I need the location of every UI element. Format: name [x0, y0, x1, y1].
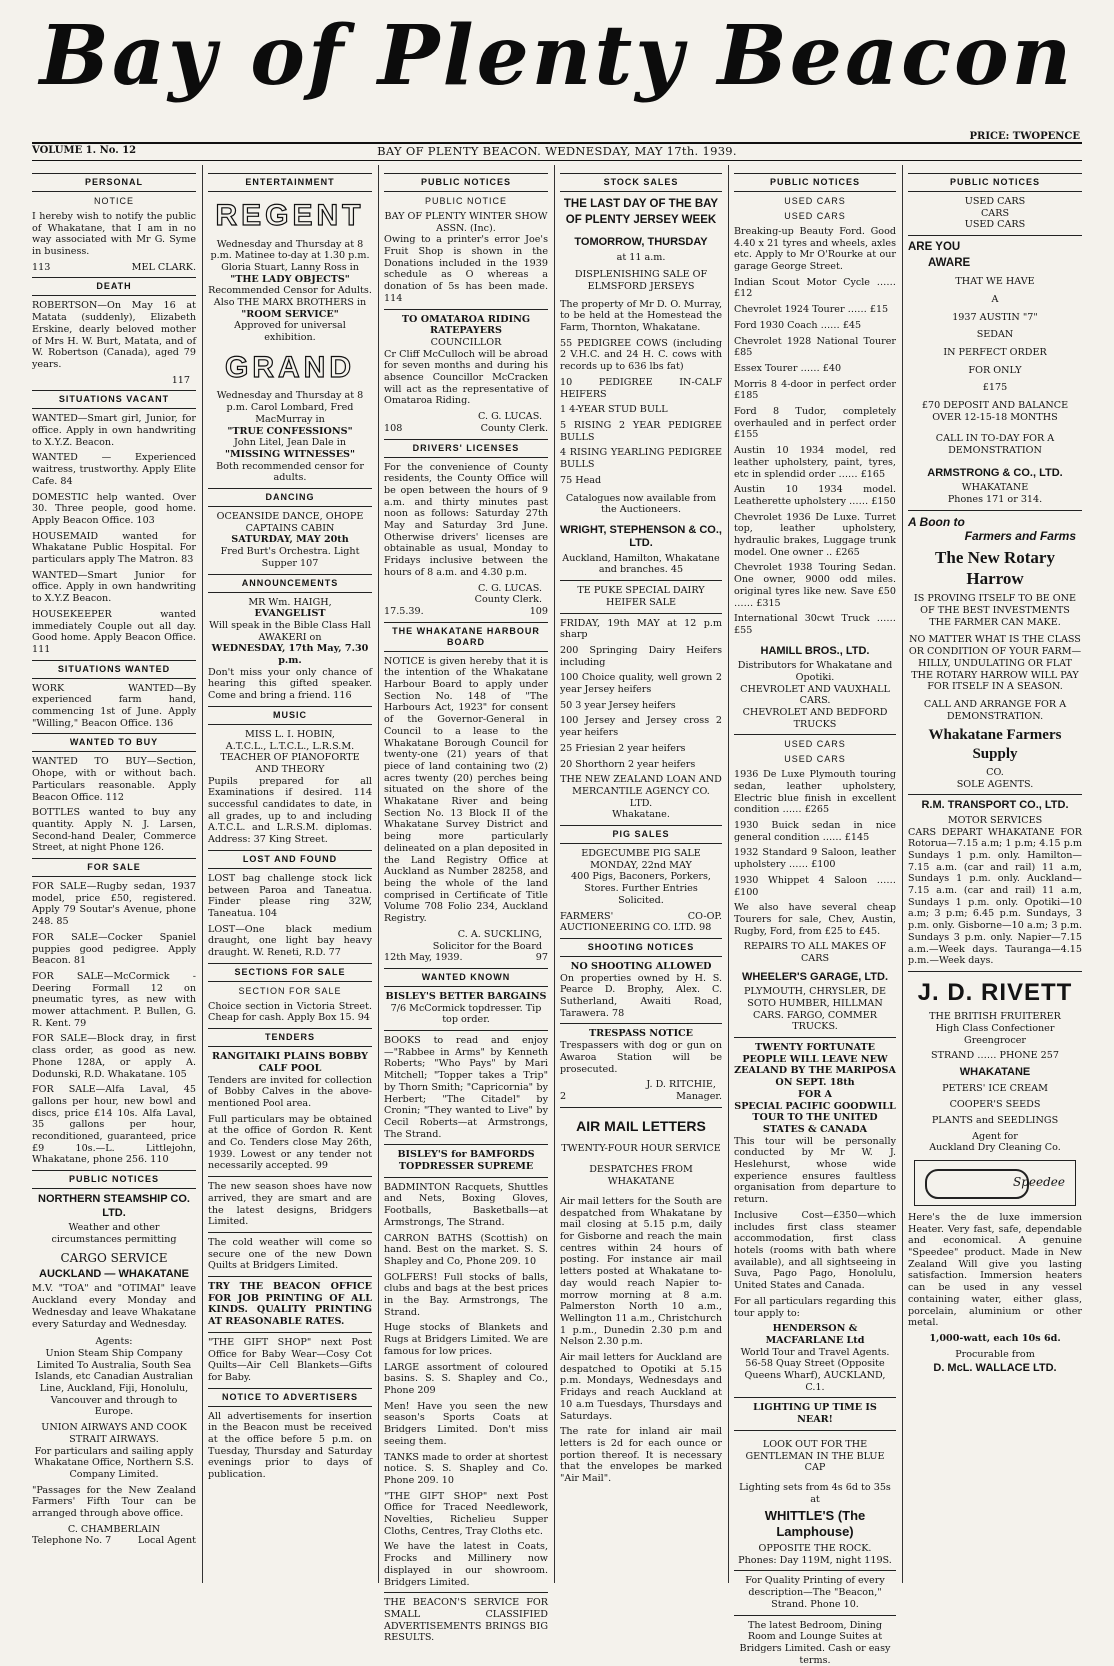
notice-signature: 108 County Clerk. — [384, 422, 548, 434]
classified-ad: Choice section in Victoria Street. Cheap for cash. Apply Box 15. 94 — [208, 1000, 372, 1024]
notice-title: TO OMATAROA RIDING RATEPAYERS — [401, 313, 531, 337]
section-heading: TENDERS — [208, 1028, 372, 1047]
transport-timetable: CARS DEPART WHAKATANE FOR Rotorua—7.15 a.m; 1 p.m; 4.15 p.m Sundays 1 p.m. only. Hamilton—7.15 a.m. (car and rail) 11 a.m, Sundays 1 p.m. only. Auckland—7.15 a.m. (car and rail) 11 a.m, Sundays 1 p.m. only. Opotiki—10 a.m; 3 p.m; 6.45 p.m. Sundays, 3 p.m. only. Gisborne—10 a.m; 3 p.m. Sundays 3 p.m. only. Napier—7.15 a.m.—Week days. Tauranga—4.15 p.m.—Week days. — [908, 826, 1082, 967]
air-mail-text: Air mail letters for Auckland are despatched to Opotiki at 5.15 p.m. Mondays, Wednesdays and Fridays and reach Auckland at 10 a.m Tuesdays, Thursdays and Saturdays. — [560, 1352, 722, 1422]
divider — [908, 794, 1082, 795]
sub-heading: USED CARS — [784, 754, 846, 765]
dance-text: CAPTAINS CABIN — [245, 522, 335, 534]
shop-ad: Huge stocks of Blankets and Rugs at Bridgers Limited. We are famous for low prices. — [384, 1322, 548, 1357]
section-heading: DANCING — [208, 488, 372, 507]
sale-lot: 25 Friesian 2 year heifers — [560, 742, 686, 754]
sale-lot: 55 PEDIGREE COWS (including 2 V.H.C. and 24 H. C. cows with records up to 636 lbs fat) — [560, 337, 722, 373]
rivett-line: Auckland Dry Cleaning Co. — [929, 1142, 1061, 1154]
divider — [560, 1023, 722, 1024]
divider — [908, 510, 1082, 511]
sub-heading: SECTION FOR SALE — [238, 985, 342, 996]
car-listing: 1936 De Luxe Plymouth touring sedan, leather upholstery, Electric blue finish in excellent condition …… £265 — [734, 769, 896, 816]
rivett-name: J. D. RIVETT — [917, 978, 1073, 1006]
aware-text: SEDAN — [976, 329, 1014, 341]
classified-ad: WANTED TO BUY—Section, Ohope, with or without bach. Particulars reasonable. Apply Beacon Office. 112 — [32, 756, 196, 803]
notice-subtitle: COUNCILLOR — [430, 336, 502, 348]
tender-title: RANGITAIKI PLAINS BOBBY CALF POOL — [211, 1051, 369, 1074]
divider — [734, 1615, 896, 1616]
classified-ad: WANTED — Experienced waitress, trustworthy. Apply Elite Cafe. 84 — [32, 452, 196, 487]
sale-lot: 100 Jersey and Jersey cross 2 year heifers — [560, 715, 722, 739]
notice-text: Cr Cliff McCulloch will be abroad for seven months and during his absence Councillor McCracken will act as the representative of Omataroa Riding. — [384, 348, 548, 407]
car-listing: Chevrolet 1936 De Luxe. Turret top, leather upholstery, hydraulic brakes, Luggage trunk model. One owner .. £265 — [734, 511, 896, 558]
rivett-text: Greengrocer — [964, 1034, 1026, 1046]
dealer-name: ARMSTRONG & CO., LTD. — [927, 466, 1063, 479]
section-heading: NOTICE TO ADVERTISERS — [208, 1388, 372, 1407]
section-heading: DRIVERS' LICENSES — [384, 439, 548, 458]
notice-signature: C. A. SUCKLING, — [457, 928, 542, 940]
shooting-text: On properties owned by H. S. Pearce D. Brophy, Alex. C. Sutherland, Awaiti Road, Tarawera. 78 — [560, 972, 722, 1019]
section-heading: STOCK SALES — [560, 173, 722, 192]
divider — [208, 1176, 372, 1177]
classified-ad: WANTED—Smart Junior for office. Apply in own handwriting to X.Y.Z Beacon. — [32, 569, 196, 605]
masthead-title: Bay of Plenty Beacon — [39, 8, 1075, 104]
sale-lot: 1 4-YEAR STUD BULL — [560, 404, 668, 416]
dealer-phones: Phones 171 or 314. — [947, 493, 1043, 505]
car-listing: 1930 Buick sedan in nice general condition …… £145 — [734, 820, 896, 843]
boon-heading: Farmers and Farms — [964, 529, 1076, 544]
film-text: John Litel, Jean Dale in — [233, 437, 347, 449]
rivett-line: PLANTS and SEEDLINGS — [931, 1114, 1059, 1126]
notice-signature: 113 MEL CLARK. — [32, 261, 196, 273]
classified-ad: LOST bag challenge stock lick between Paroa and Taneatua. Finder please ring 32W, Taneatua. 104 — [208, 872, 372, 919]
lighting-text: Lighting sets from 4s 6d to 35s — [739, 1481, 891, 1493]
speedee-logo: Speedee — [1013, 1174, 1065, 1189]
shop-ad-title: BISLEY'S BETTER BARGAINS — [385, 990, 547, 1002]
harrow-text: CALL AND ARRANGE FOR A DEMONSTRATION. — [923, 699, 1067, 722]
divider — [734, 1430, 896, 1431]
lamphouse-name: WHITTLE'S (The Lamphouse) — [764, 1508, 866, 1540]
air-mail-subheading: TWENTY-FOUR HOUR SERVICE — [561, 1142, 721, 1154]
tour-heading: TWENTY FORTUNATE PEOPLE WILL LEAVE NEW ZEALAND BY THE MARIPOSA ON SEPT. 18th — [734, 1042, 896, 1089]
dateline-text: BAY OF PLENTY BEACON. WEDNESDAY, MAY 17th. 1939. — [377, 144, 737, 158]
divider — [384, 1592, 548, 1593]
aware-terms: £70 DEPOSIT AND BALANCE OVER 12-15-18 MONTHS — [921, 400, 1069, 423]
classified-ad: FOR SALE—Cocker Spaniel puppies good pedigree. Apply Beacon. 81 — [32, 931, 196, 967]
section-heading: DEATH — [32, 277, 196, 296]
farmers-tour-text: "Passages for the New Zealand Farmers' Fifth Tour can be arranged through above office. — [32, 1484, 196, 1520]
advertisers-notice: All advertisements for insertion in the Beacon must be received at the office before 5 p.m. on Tuesday, Thursday and Saturday evenings prior to days of publication. — [208, 1410, 372, 1481]
shop-ad: The new season shoes have now arrived, they are smart and are the latest designs, Bridgers Limited. — [208, 1181, 372, 1228]
heater-text: Here's the de luxe immersion Heater. Very fast, safe, dependable and economical. A genuine "Speedee" product. Made in New Zealand Will give you lasting satisfaction. Immersion heaters can be used in any vessel containing water, either glass, porcelain, aluminium or other metal. — [908, 1211, 1082, 1329]
film-title: "THE LADY OBJECTS" — [230, 273, 350, 285]
section-heading: SITUATIONS WANTED — [32, 660, 196, 679]
music-text: Pupils prepared for all Examinations if desired. 114 successful candidates to date, in all grades, up to and including A.T.C.L. and L.R.S.M. diplomas. Address: 37 King Street. — [208, 775, 372, 846]
farmers-supply-name: Whakatane Farmers Supply — [928, 727, 1062, 762]
transport-name: R.M. TRANSPORT CO., LTD. — [921, 799, 1069, 812]
column-4 — [560, 165, 722, 1583]
sale-date: FRIDAY, 19th MAY at 12 p.m sharp — [560, 617, 722, 641]
trespass-title: TRESPASS NOTICE — [589, 1028, 693, 1040]
divider — [208, 1332, 372, 1333]
volume-label: VOLUME 1. No. 12 — [32, 145, 137, 156]
printing-ad: For Quality Printing of every description—The "Beacon," Strand. Phone 10. — [745, 1575, 885, 1610]
divider — [908, 971, 1082, 972]
tour-text: This tour will be personally conducted by Mr W. J. Heslehurst, whose wide experience ensures faultless organisation from departure to return. — [734, 1135, 896, 1206]
car-listing: Chevrolet 1928 National Tourer £85 — [734, 335, 896, 359]
shop-ad: Men! Have you seen the new season's Sports Coats at Bridgers Limited. Don't miss seeing them. — [384, 1400, 548, 1447]
sub-heading: USED CARS — [784, 195, 846, 206]
harrow-heading: The New Rotary Harrow — [935, 547, 1055, 588]
tour-heading: FOR A — [798, 1088, 832, 1100]
section-heading: ENTERTAINMENT — [208, 173, 372, 192]
agent-name: C. CHAMBERLAIN — [67, 1523, 161, 1535]
sale-title: TE PUKE SPECIAL DAIRY HEIFER SALE — [577, 585, 705, 608]
section-heading: PUBLIC NOTICES — [384, 173, 548, 192]
boon-heading: A Boon to — [908, 514, 965, 529]
sub-heading: PUBLIC NOTICE — [424, 195, 507, 206]
car-listing: Ford 1930 Coach …… £45 — [734, 319, 862, 331]
section-heading: PUBLIC NOTICES — [32, 1170, 196, 1189]
sale-lot: 20 Shorthorn 2 year heifers — [560, 758, 696, 770]
rivett-phone: STRAND …… PHONE 257 — [931, 1050, 1059, 1062]
car-listing: Essex Tourer …… £40 — [734, 362, 842, 374]
aware-heading: ARE YOU — [908, 241, 961, 254]
shop-ad: LARGE assortment of coloured basins. S. S. Shapley and Co., Phone 209 — [384, 1361, 548, 1396]
column-divider — [202, 165, 203, 1583]
aware-text: CALL IN TO-DAY FOR A DEMONSTRATION — [935, 433, 1055, 457]
sale-text: The property of Mr D. O. Murray, to be held at the Homestead the Farm, Thornton, Whakatane. — [560, 298, 722, 334]
harrow-text: NO MATTER WHAT IS THE CLASS OR CONDITION OF YOUR FARM—HILLY, UNDULATING OR FLAT THE ROTARY HARROW WILL PAY FOR ITSELF IN A SEASON. — [908, 634, 1082, 693]
shop-ad: TANKS made to order at shortest notice. S. S. Shapley and Co. Phone 209. 10 — [384, 1451, 548, 1486]
dealer-text: CHEVROLET AND VAUXHALL CARS. — [740, 683, 890, 707]
rivett-line: COOPER'S SEEDS — [949, 1099, 1041, 1111]
jersey-week-heading: THE LAST DAY OF THE BAY OF PLENTY JERSEY WEEK — [563, 197, 719, 227]
sale-lot: 75 Head — [560, 474, 602, 486]
announcement-text: Don't miss your only chance of hearing this gifted speaker. Come and bring a friend. 116 — [208, 666, 372, 702]
notice-signature: County Clerk. — [474, 594, 542, 606]
divider — [734, 1397, 896, 1398]
notice-signature: C. G. LUCAS. — [478, 582, 542, 594]
music-teacher-name: MISS L. I. HOBIN, — [245, 728, 335, 740]
airways-text: For particulars and sailing apply Whakatane Office, Northern S.S. Company Limited. — [34, 1445, 194, 1480]
aware-text: THAT WE HAVE — [955, 276, 1035, 288]
section-heading: LOST AND FOUND — [208, 850, 372, 869]
shop-ad: "THE GIFT SHOP" next Post Office for Baby Wear—Cosy Cot Quilts—Air Cell Blankets—Gifts for Baby. — [208, 1336, 372, 1383]
notice-signature: 2 Manager. — [560, 1090, 722, 1102]
announcement-text: EVANGELIST — [254, 608, 326, 620]
section-heading: ANNOUNCEMENTS — [208, 574, 372, 593]
section-heading: MUSIC — [208, 706, 372, 725]
lamphouse-phones: Phones: Day 119M, night 119S. — [738, 1554, 892, 1566]
sale-lot: 4 RISING YEARLING PEDIGREE BULLS — [560, 447, 722, 471]
tour-text: Inclusive Cost—£350—which includes first class steamer accommodation, first class hotels (rooms with bath where available), and all sightseeing in Suva, Pago Pago, Honolulu, United States and Canada. — [734, 1209, 896, 1292]
shop-ad: "THE GIFT SHOP" next Post Office for Traced Needlework, Novelties, Richelieu Supper Cloths, Centres, Tray Cloths etc. — [384, 1490, 548, 1537]
notice-text: I hereby wish to notify the public of Whakatane, that I am in no way associated with Mr G. Syme in business. — [32, 210, 196, 258]
classified-ad: FOR SALE—Block dray, in first class order, as good as new. Phone 128A, or apply A. Dodunski, R.D. Whakatane. 105 — [32, 1033, 196, 1080]
tour-agent: HENDERSON & MACFARLANE Ltd — [765, 1323, 865, 1346]
dance-date: SATURDAY, MAY 20th — [231, 534, 349, 546]
notice-date: 12th May, 1939. 97 — [384, 952, 548, 964]
lighting-heading: LIGHTING UP TIME IS NEAR! — [753, 1402, 877, 1426]
dealer-name: HAMILL BROS., LTD. — [760, 644, 870, 657]
column-divider — [554, 165, 555, 1583]
garage-makes: PLYMOUTH, CHRYSLER, DE SOTO HUMBER, HILLMAN CARS. FARGO, COMMER TRUCKS. — [743, 986, 887, 1033]
section-heading: PUBLIC NOTICES — [908, 173, 1082, 192]
divider — [560, 613, 722, 614]
furniture-ad: The latest Bedroom, Dining Room and Lounge Suites at Bridgers Limited. Cash or easy terms. — [739, 1619, 891, 1666]
sub-heading: USED CARS — [784, 210, 846, 221]
death-notice: ROBERTSON—On May 16 at Matata (suddenly), Elizabeth Erskine, dearly beloved mother of Mrs H. W. Burt, Matata, and of W. Robertson (Canada), aged 79 years. — [32, 300, 196, 370]
tour-agent: World Tour and Travel Agents. — [740, 1346, 890, 1358]
car-listing: Breaking-up Beauty Ford. Good 4.40 x 21 tyres and wheels, axles etc. Apply to Mr O'Rourke at our garage George Street. — [734, 225, 896, 273]
shop-ad: We have the latest in Coats, Frocks and Millinery now displayed in our showroom. Bridgers Limited. — [384, 1541, 548, 1588]
grand-title: GRAND — [225, 350, 355, 384]
sale-lot: 200 Springing Dairy Heifers including — [560, 644, 722, 668]
divider — [560, 580, 722, 581]
section-heading: WANTED TO BUY — [32, 733, 196, 752]
notice-signature: C. G. LUCAS. — [478, 411, 542, 423]
steamship-title: NORTHERN STEAMSHIP CO. LTD. — [38, 1193, 190, 1219]
dealer-text: CHEVROLET AND BEDFORD TRUCKS — [742, 706, 888, 730]
steamship-weather: Weather and other circumstances permitting — [51, 1221, 177, 1245]
agents-text: Union Steam Ship Company Limited To Australia, South Sea Islands, etc Canadian Australian Line, Auckland, Fiji, Honolulu, Vancouver and through to Europe. — [34, 1347, 194, 1418]
film-text: Wednesday and Thursday at 8 p.m. Matinee to-day at 1.30 p.m. — [210, 238, 370, 262]
sale-day: TOMORROW, THURSDAY — [574, 236, 708, 249]
air-mail-subheading: DESPATCHES FROM WHAKATANE — [589, 1164, 693, 1188]
film-text: Recommended Censor for Adults. Also THE MARX BROTHERS in — [208, 285, 372, 309]
shop-ad: CARRON BATHS (Scottish) on hand. Best on the market. S. S. Shapley and Co, Phone 209. 10 — [384, 1232, 548, 1267]
section-heading: PUBLIC NOTICES — [734, 173, 896, 192]
film-text: Gloria Stuart, Lanny Ross in — [221, 261, 359, 273]
heater-retailer: D. McL. WALLACE LTD. — [933, 1362, 1057, 1375]
film-title: "MISSING WITNESSES" — [225, 449, 355, 460]
film-text: Wednesday and Thursday at 8 p.m. Carol Lombard, Fred MacMurray in — [216, 390, 364, 425]
sale-title: EDGECUMBE PIG SALE — [581, 848, 701, 860]
air-mail-text: Air mail letters for the South are despatched from Whakatane by mail closing at 5.15 p.m, daily for Gisborne and reach the main centres within 24 hours of posting. For instance air mail letters posted at Whakatane to-day would reach Napier to-morrow morning at 8 a.m. Palmerston North 10 a.m., Wellington 11 a.m., Christchurch 1 p.m., Dunedin 2.30 p.m and Nelson 2.30 p.m. — [560, 1195, 722, 1348]
farmers-supply-agents: SOLE AGENTS. — [956, 778, 1034, 790]
sub-heading: NOTICE — [93, 195, 134, 206]
sale-lot: 50 3 year Jersey heifers — [560, 699, 676, 711]
aware-text: IN PERFECT ORDER — [943, 346, 1047, 358]
classified-ad: DOMESTIC help wanted. Over 30. Three people, good home. Apply Beacon Office. 103 — [32, 491, 196, 526]
announcement-text: MR Wm. HAIGH, — [248, 596, 332, 608]
section-heading: SHOOTING NOTICES — [560, 938, 722, 957]
divider — [560, 1107, 722, 1108]
aware-price: £175 — [982, 382, 1008, 394]
car-listing: Chevrolet 1924 Tourer …… £15 — [734, 304, 889, 316]
shop-ad: BOOKS to read and enjoy—"Rabbee in Arms" by Kenneth Roberts; "Who Pays" by Mari Mitchell; "Topper takes a Trip" by Thorn Smith; "Capricornia" by Herbert; "The Citadel" by Cronin; "They wanted to Live" by Cecil Roberts—at Armstrongs, The Strand. — [384, 1035, 548, 1140]
auctioneer-branches: Whakatane. — [612, 809, 670, 821]
shop-ad: The cold weather will come so secure one of the new Down Quilts at Bridgers Limited. — [208, 1236, 372, 1272]
auctioneer-name: FARMERS' CO-OP. AUCTIONEERING CO. LTD. 98 — [560, 910, 722, 934]
dateline — [32, 144, 1082, 160]
car-listing: Morris 8 4-door in perfect order £185 — [734, 378, 896, 402]
section-heading: THE WHAKATANE HARBOUR BOARD — [384, 622, 548, 652]
cargo-heading: CARGO SERVICE — [60, 1251, 168, 1266]
ad-number: 117 — [171, 374, 190, 386]
notice-signature: Solicitor for the Board — [432, 940, 542, 952]
divider — [908, 235, 1082, 236]
tour-agent: 56-58 Quay Street (Opposite Queens Wharf), AUCKLAND, C.1. — [744, 1358, 886, 1393]
trespass-text: Trespassers with dog or gun on Awaroa Station will be prosecuted. — [560, 1040, 722, 1075]
column-divider — [378, 165, 379, 1583]
rivett-text: THE BRITISH FRUITERER — [929, 1011, 1061, 1023]
music-teacher-diplomas: A.T.C.L., L.T.C.L., L.R.S.M. — [225, 740, 355, 752]
divider — [734, 1037, 896, 1038]
heater-price: 1,000-watt, each 10s 6d. — [929, 1332, 1061, 1344]
classified-ad: HOUSEMAID wanted for Whakatane Public Hospital. For particulars apply The Matron. 83 — [32, 530, 196, 566]
divider — [734, 734, 896, 735]
column-3 — [384, 165, 548, 1644]
garage-name: WHEELER'S GARAGE, LTD. — [741, 970, 889, 983]
car-listing: We also have several cheap Tourers for sale, Chev, Austin, Rugby, Ford, from £25 to £45. — [734, 902, 896, 937]
rivett-text: High Class Confectioner — [935, 1022, 1055, 1034]
sale-time: at 11 a.m. — [616, 251, 666, 263]
farmers-supply-co: CO. — [986, 767, 1004, 778]
airways-title: UNION AIRWAYS AND COOK STRAIT AIRWAYS. — [41, 1422, 187, 1445]
sale-text: Catalogues now available from the Auctioneers. — [565, 492, 717, 516]
sub-heading: USED CARS — [964, 195, 1026, 207]
lighting-text: at — [810, 1493, 820, 1505]
aware-text: A — [991, 293, 999, 305]
section-heading: PIG SALES — [560, 825, 722, 844]
route-heading: AUCKLAND — WHAKATANE — [39, 1268, 189, 1280]
classified-ad: HOUSEKEEPER wanted immediately Couple out all day. Good home. Apply Beacon Office. 111 — [32, 608, 196, 655]
auctioneer-name: THE NEW ZEALAND LOAN AND MERCANTILE AGENCY CO. LTD. — [560, 774, 722, 809]
sub-heading: USED CARS — [964, 219, 1026, 231]
shop-ad-title: BISLEY'S for BAMFORDS TOPDRESSER SUPREME — [397, 1149, 535, 1173]
vessel-schedule: M.V. "TOA" and "OTIMAI" leave Auckland every Monday and Wednesday and leave Whakatane every Saturday and Wednesday. — [32, 1283, 196, 1330]
sale-title: DISPLENISHING SALE OF ELMSFORD JERSEYS — [574, 269, 708, 292]
column-5 — [734, 165, 896, 1666]
shop-ad: 7/6 McCormick topdresser. Tip top order. — [390, 1002, 542, 1026]
tender-text: Tenders are invited for collection of Bobby Calves in the above-mentioned Pool area. — [208, 1074, 372, 1109]
regent-title: REGENT — [215, 198, 365, 232]
notice-signature: J. D. RITCHIE, — [646, 1079, 716, 1091]
lighting-text: LOOK OUT FOR THE GENTLEMAN IN THE BLUE CAP — [745, 1438, 885, 1474]
classified-ad: FOR SALE—Rugby sedan, 1937 model, price £50, registered. Apply 79 Soutar's Avenue, phone 248. 85 — [32, 881, 196, 928]
divider — [734, 1570, 896, 1571]
section-heading: WANTED KNOWN — [384, 968, 548, 987]
classified-ad: BOTTLES wanted to buy any quantity. Apply N. J. Larsen, Second-hand Dealer, Commerce Street, at night Phone 126. — [32, 807, 196, 854]
tour-heading: SPECIAL PACIFIC GOODWILL TOUR TO THE UNITED STATES & CANADA — [734, 1100, 896, 1135]
notice-date: 17.5.39. 109 — [384, 606, 548, 617]
dealer-text: Distributors for Whakatane and Opotiki. — [737, 660, 893, 683]
notice-title: BAY OF PLENTY WINTER SHOW ASSN. (Inc). — [384, 210, 548, 234]
rivett-line: PETERS' ICE CREAM — [942, 1083, 1048, 1095]
car-listing: Chevrolet 1938 Touring Sedan. One owner, 9000 odd miles. original tyres like new. Save £50 …… £315 — [734, 562, 896, 609]
sale-date: MONDAY, 22nd MAY — [590, 859, 692, 871]
air-mail-text: The rate for inland air mail letters is 2d for each ounce or portion thereof. It is necessary that the envelopes be marked "Air Mail". — [560, 1426, 722, 1485]
harrow-text: IS PROVING ITSELF TO BE ONE OF THE BEST INVESTMENTS THE FARMER CAN MAKE. — [913, 593, 1077, 628]
aware-heading: AWARE — [928, 257, 971, 270]
column-1 — [32, 165, 196, 1583]
classified-ad: WANTED—Smart girl, Junior, for office. Apply in own handwriting to X.Y.Z. Beacon. — [32, 413, 196, 448]
lamphouse-address: OPPOSITE THE ROCK. — [758, 1543, 872, 1555]
sale-lot: 5 RISING 2 YEAR PEDIGREE BULLS — [560, 420, 722, 443]
car-listing: Austin 10 1934 model, red leather upholstery, paint, tyres, etc in splendid order …… £165 — [734, 445, 896, 480]
section-heading: SITUATIONS VACANT — [32, 390, 196, 409]
section-heading: FOR SALE — [32, 858, 196, 877]
masthead — [0, 0, 1114, 150]
heater-text: Procurable from — [955, 1348, 1035, 1360]
car-listing: International 30cwt Truck …… £55 — [734, 613, 896, 636]
car-listing: Austin 10 1934 model. Leatherette upholstery …… £150 — [734, 484, 896, 507]
section-heading: PERSONAL — [32, 173, 196, 192]
film-title: "ROOM SERVICE" — [241, 308, 339, 320]
agents-heading: Agents: — [95, 1336, 133, 1348]
tender-text: Full particulars may be obtained at the office of Gordon R. Kent and Co. Tenders close May 26th, 1939. Lowest or any tender not necessarily accepted. 99 — [208, 1113, 372, 1172]
film-title: "TRUE CONFESSIONS" — [227, 425, 353, 437]
film-text: Approved for universal exhibition. — [234, 320, 346, 344]
announcement-text: Will speak in the Bible Class Hall AWAKERI on — [209, 619, 371, 643]
printing-ad: TRY THE BEACON OFFICE FOR JOB PRINTING OF ALL KINDS. QUALITY PRINTING AT REASONABLE RATES. — [208, 1281, 372, 1328]
dance-text: OCEANSIDE DANCE, OHOPE — [216, 511, 364, 523]
sale-lot: 10 PEDIGREE IN-CALF HEIFERS — [560, 376, 722, 400]
car-listing: 1932 Standard 9 Saloon, leather upholstery …… £100 — [734, 847, 896, 871]
air-mail-heading: AIR MAIL LETTERS — [576, 1117, 706, 1134]
classified-ad: LOST—One black medium draught, one light bay heavy draught. W. Reneti, R.D. 77 — [208, 923, 372, 959]
car-listing: 1930 Whippet 4 Saloon …… £100 — [734, 874, 896, 898]
rivett-line: Agent for — [972, 1130, 1018, 1142]
auctioneer-branches: Auckland, Hamilton, Whakatane and branches. 45 — [562, 552, 720, 576]
notice-text: For the convenience of County residents, the County Office will be open between the hours of 9 a.m. and thirty minutes past noon as follows: Saturday 27th May and Saturday 3rd June. Otherwise drivers' licenses are obtainable as usual, Monday to Fridays inclusive between the hours of 8 a.m. and 4.30 p.m. — [384, 461, 548, 578]
column-6 — [908, 165, 1082, 1583]
aware-text: FOR ONLY — [968, 364, 1022, 376]
sub-heading: CARS — [980, 207, 1010, 219]
notice-text: Owing to a printer's error Joe's Fruit Shop is shown in the Donations included in the 1939 schedule as O whereas a donation of 5s has been made. 114 — [384, 234, 548, 304]
classified-ad: WORK WANTED—By experienced farm hand, commencing 1st of June. Apply "Willing," Beacon Office. 136 — [32, 682, 196, 729]
music-teacher-title: TEACHER OF PIANOFORTE AND THEORY — [220, 752, 360, 775]
divider — [208, 1276, 372, 1277]
dateline-rule — [32, 160, 1082, 161]
sub-heading: USED CARS — [784, 739, 846, 750]
shooting-title: NO SHOOTING ALLOWED — [570, 960, 712, 972]
repairs-text: REPAIRS TO ALL MAKES OF CARS — [743, 941, 887, 965]
price-label: PRICE: TWOPENCE — [969, 131, 1080, 142]
film-text: Both recommended censor for adults. — [216, 460, 364, 484]
shop-ad: GOLFERS! Full stocks of balls, clubs and bags at the best prices in the Bay. Armstrongs, The Strand. — [384, 1271, 548, 1318]
rivett-town: WHAKATANE — [959, 1066, 1031, 1079]
classified-ad: FOR SALE—Alfa Laval, 45 gallons per hour, new bowl and discs, price £14 10s. Alfa Laval, 35 gallons per hour, reconditioned, guaranteed, price £9 10s.—L. Littlejohn, Whakatane, phone 256. 110 — [32, 1084, 196, 1166]
transport-subtitle: MOTOR SERVICES — [947, 814, 1043, 826]
column-2 — [208, 165, 372, 1583]
agent-telephone: Telephone No. 7 Local Agent — [32, 1535, 196, 1547]
section-heading: SECTIONS FOR SALE — [208, 963, 372, 982]
announcement-date: WEDNESDAY, 17th May, 7.30 p.m. — [211, 643, 369, 667]
notice-text: NOTICE is given hereby that it is the intention of the Whakatane Harbour Board to apply under Section No. 148 of "The Harbours Act, 1923" for consent of the Governor-General in Council to a lease to the Whakatane Borough Council for twenty-one (21) years of that piece of land containing two (2) acres twenty (20) perches being situated on the shore of the Whakatane River and being Section No. 13 Block II of the Whakatane Survey District and being more particularly delineated on a plan deposited in the Land Registry Office at Auckland as Number 28258, and being the whole of the land comprised in Certificate of Title Volume 708 Folio 234, Auckland Registry. — [384, 655, 548, 925]
car-listing: Ford 8 Tudor, completely overhauled and in perfect order £155 — [734, 406, 896, 441]
sale-lot: 100 Choice quality, well grown 2 year Jersey heifers — [560, 672, 722, 696]
aware-text: 1937 AUSTIN "7" — [952, 311, 1038, 323]
column-divider — [728, 165, 729, 1583]
tour-text: For all particulars regarding this tour apply to: — [734, 1295, 896, 1319]
classified-ad: FOR SALE—McCormick - Deering Formall 12 on pneumatic tyres, as new with mower attachment. P. Bullen, G. R. Kent. 79 — [32, 970, 196, 1029]
divider — [384, 1144, 548, 1145]
car-listing: Indian Scout Motor Cycle …… £12 — [734, 276, 896, 300]
divider — [384, 1177, 548, 1178]
sale-text: 400 Pigs, Baconers, Porkers, Stores. Further Entries Solicited. — [571, 871, 711, 906]
dance-text: Fred Burt's Orchestra. Light Supper 107 — [220, 546, 360, 569]
immersion-heater-illustration — [914, 1160, 1076, 1206]
divider — [208, 1232, 372, 1233]
dealer-town: WHAKATANE — [961, 482, 1029, 494]
column-divider — [902, 165, 903, 1583]
shop-ad: BADMINTON Racquets, Shuttles and Nets, Boxing Gloves, Footballs, Basketballs—at Armstrongs, The Strand. — [384, 1181, 548, 1228]
auctioneer-name: WRIGHT, STEPHENSON & CO., LTD. — [560, 523, 722, 550]
divider — [384, 1030, 548, 1031]
classified-service-ad: THE BEACON'S SERVICE FOR SMALL CLASSIFIED ADVERTISEMENTS BRINGS BIG RESULTS. — [384, 1597, 548, 1644]
divider — [384, 309, 548, 310]
